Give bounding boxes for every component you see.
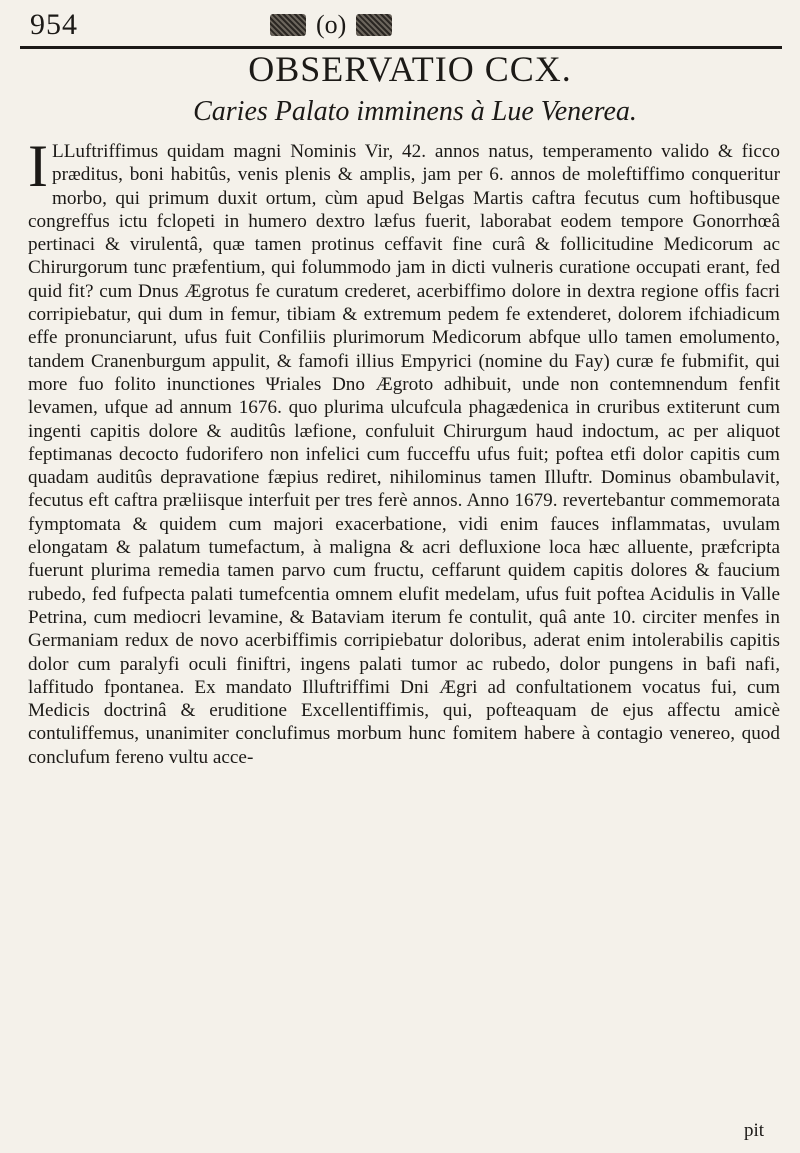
observation-title: OBSERVATIO CCX.: [248, 49, 572, 89]
body-paragraph: LLuftriffimus quidam magni Nominis Vir, 42. annos natus, temperamento valido & ficco præditus, boni habitûs, venis plenis & amplis, jam per 6. annos de moleftiffimo conqueritur morbo, qui primum duxit ortum, cùm apud Belgas Martis caftra fecutus cum hoftibusque congreffus ictu fclopeti in humero dextro læfus fuerit, laborabat eodem tempore Gonorrhœâ pertinaci & virulentâ, quæ tamen protinus ceffavit fine curâ & follicitudine Medicorum ac Chirurgorum tunc præfentium, qui folummodo jam in dicti vulneris curatione occupati erant, fed quid fit? cum Dnus Ægrotus fe curatum crederet, acerbiffimo dolore in dextra regione offis facri corripiebatur, qui dum in femur, tibiam & extremum pedem fe extenderet, dolorem ifchiadicum effe pronunciarunt, ufus fuit Confiliis plurimorum Medicorum abfque ullo tamen emolumento, tandem Cranenburgum appulit, & famofi illius Empyrici (nomine du Fay) curæ fe fubmifit, qui more fuo folito inunctiones Ψriales Dno Ægroto adhibuit, unde non contemnendum fenfit levamen, ufque ad annum 1676. quo plurima ulcufcula phagædenica in cruribus extiterunt cum ingenti capitis dolore & auditûs læfione, confuluit Chirurgum haud indoctum, ac per aliquot feptimanas decocto fudorifero non infelici cum fucceffu ufus fuit; poftea etfi dolor capitis cum quadam auditûs depravatione fæpius rediret, nihilominus tamen Illuftr. Dominus obambulavit, fecutus eft caftra præliisque interfuit per tres ferè annos. Anno 1679. revertebantur commemorata fymptomata & quidem cum majori exacerbatione, vidi enim fauces inflammatas, uvulam elongatam & palatum tumefactum, à maligna & acri defluxione loca hæc alluente, præfcripta fuerunt plurima remedia tamen parvo cum fructu, ceffarunt quidem capitis dolores & faucium rubedo, fed fufpecta palati tumefcentia omnem elufit medelam, ufus fuit poftea Acidulis in Valle Petrina, cum mediocri levamine, & Bataviam iterum fe contulit, quâ ante 10. circiter menfes in Germaniam redux de novo acerbiffimis corripiebatur doloribus, aderat enim intolerabilis capitis dolor cum paralyfi oculi finiftri, ingens palati tumor ac rubedo, dolor pungens in bafi nafi, laffitudo fpontanea. Ex mandato Illuftriffimi Dni Ægri ad confultationem vocatus fui, cum Medicis doctrinâ & eruditione Excellentiffimis, qui, pofteaquam de ejus affectu amicè contuliffemus, unanimiter conclufimus morbum hunc fomitem habere à contagio venereo, quod conclufum fereno vultu acce-: [28, 141, 780, 768]
observation-subtitle: Caries Palato imminens à Lue Venerea.: [193, 96, 637, 127]
ornament-right-icon: [356, 14, 392, 36]
ornament-center: (o): [316, 10, 347, 39]
drop-cap: I: [28, 133, 48, 199]
observation-body: [28, 133, 780, 769]
header-ornament: [270, 10, 392, 40]
catchword: pit: [743, 1120, 764, 1141]
ornament-left-icon: [270, 14, 306, 36]
page-number: 954: [30, 8, 78, 41]
running-header: [20, 8, 780, 48]
